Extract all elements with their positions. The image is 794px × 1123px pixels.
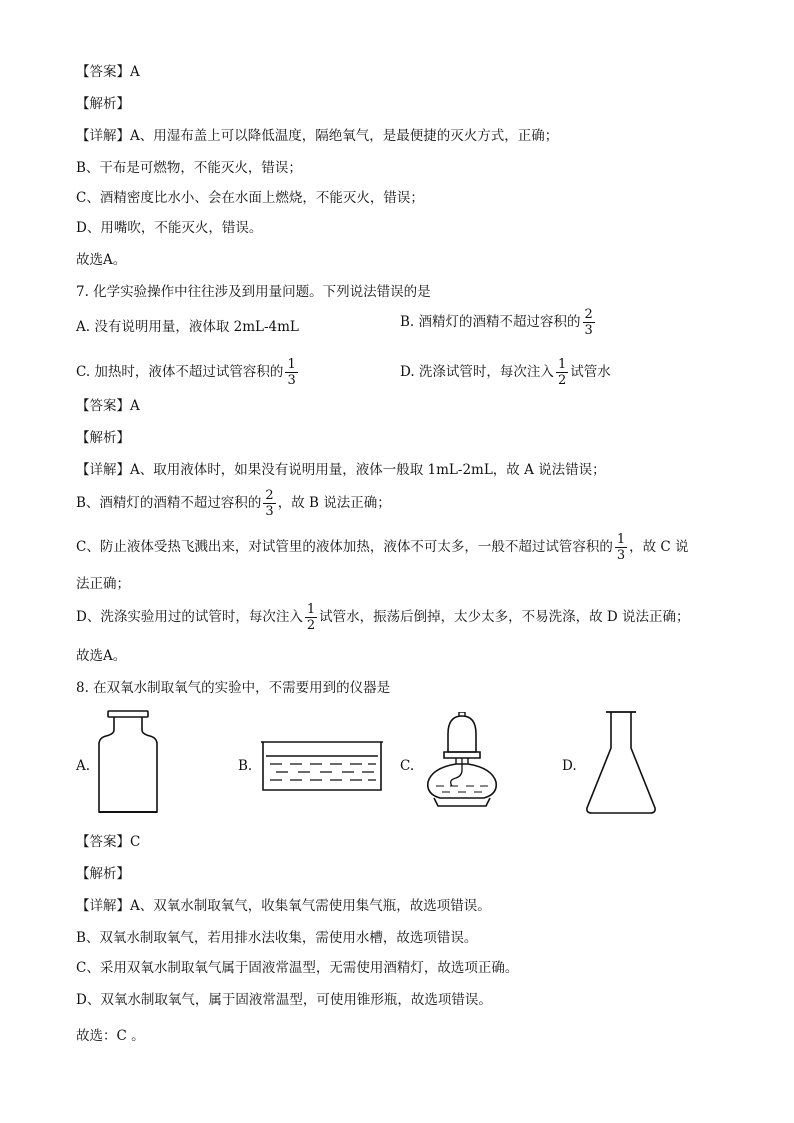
- q8-label-b: B.: [238, 758, 253, 774]
- q8-explain-c: C、采用双氧水制取氧气属于固液常温型，无需使用酒精灯，故选项正确。: [76, 960, 519, 976]
- fraction: $\frac{1}{2}$: [306, 602, 316, 633]
- q7-analysis-heading: 【解析】: [76, 430, 130, 446]
- conical-flask-icon: [584, 710, 658, 816]
- gas-bottle-icon: [96, 710, 160, 816]
- q6-conclusion: 故选A。: [76, 252, 127, 268]
- q7-explain-c-cont: 法正确；: [76, 576, 130, 592]
- q7-option-c: C. 加热时，液体不超过试管容积的 $\frac{1}{3}$: [76, 357, 296, 388]
- q8-label-c: C.: [400, 758, 415, 774]
- q8-analysis-heading: 【解析】: [76, 866, 130, 882]
- q7-conclusion: 故选A。: [76, 648, 127, 664]
- q7-option-a: A. 没有说明用量，液体取 2mL-4mL: [76, 319, 299, 335]
- q8-detail: 【详解】A、双氧水制取氧气，收集氧气需使用集气瓶，故选项错误。: [76, 898, 491, 914]
- fraction: $\frac{2}{3}$: [265, 488, 274, 519]
- q7-explain-d: D、洗涤实验用过的试管时，每次注入 $\frac{1}{2}$ 试管水，振荡后倒掉，太少太多，不易洗涤，故 D 说法正确；: [76, 602, 690, 633]
- q8-stem: 8. 在双氧水制取氧气的实验中，不需要用到的仪器是: [76, 680, 391, 696]
- q6-explain-d: D、用嘴吹，不能灭火，错误。: [76, 220, 263, 236]
- q7-option-b: B. 酒精灯的酒精不超过容积的 $\frac{2}{3}$: [400, 307, 593, 338]
- q7-option-d: D. 洗涤试管时，每次注入 $\frac{1}{2}$ 试管水: [400, 357, 611, 388]
- q7-detail: 【详解】A、取用液体时，如果没有说明用量，液体一般取 1mL-2mL，故 A 说法错误；: [76, 462, 606, 478]
- q6-detail: 【详解】A、用湿布盖上可以降低温度，隔绝氧气，是最便捷的灭火方式，正确；: [76, 128, 559, 144]
- q8-explain-d: D、双氧水制取氧气，属于固液常温型，可使用锥形瓶，故选项错误。: [76, 992, 492, 1008]
- q8-conclusion: 故选：C 。: [76, 1028, 145, 1044]
- alcohol-lamp-icon: [422, 712, 502, 810]
- q8-label-a: A.: [76, 758, 91, 774]
- water-trough-icon: [258, 738, 386, 794]
- fraction: $\frac{2}{3}$: [584, 307, 593, 338]
- q6-answer: 【答案】A: [76, 64, 140, 80]
- q6-analysis-heading: 【解析】: [76, 96, 130, 112]
- q7-explain-b: B、酒精灯的酒精不超过容积的 $\frac{2}{3}$ ，故 B 说法正确；: [76, 488, 391, 519]
- q7-answer: 【答案】A: [76, 398, 140, 414]
- q8-explain-b: B、双氧水制取氧气，若用排水法收集，需使用水槽，故选项错误。: [76, 930, 478, 946]
- q7-explain-c: C、防止液体受热飞溅出来，对试管里的液体加热，液体不可太多，一般不超过试管容积的 $\frac{1}{3}$ ，故 C 说: [76, 532, 689, 563]
- fraction: $\frac{1}{3}$: [616, 532, 626, 563]
- q6-explain-b: B、干布是可燃物，不能灭火，错误；: [76, 160, 302, 176]
- q8-label-d: D.: [562, 758, 577, 774]
- q7-stem: 7. 化学实验操作中往往涉及到用量问题。下列说法错误的是: [76, 284, 431, 300]
- q8-answer: 【答案】C: [76, 834, 141, 850]
- fraction: $\frac{1}{2}$: [557, 357, 567, 388]
- q6-explain-c: C、酒精密度比水小、会在水面上燃烧，不能灭火，错误；: [76, 190, 424, 206]
- fraction: $\frac{1}{3}$: [287, 357, 296, 388]
